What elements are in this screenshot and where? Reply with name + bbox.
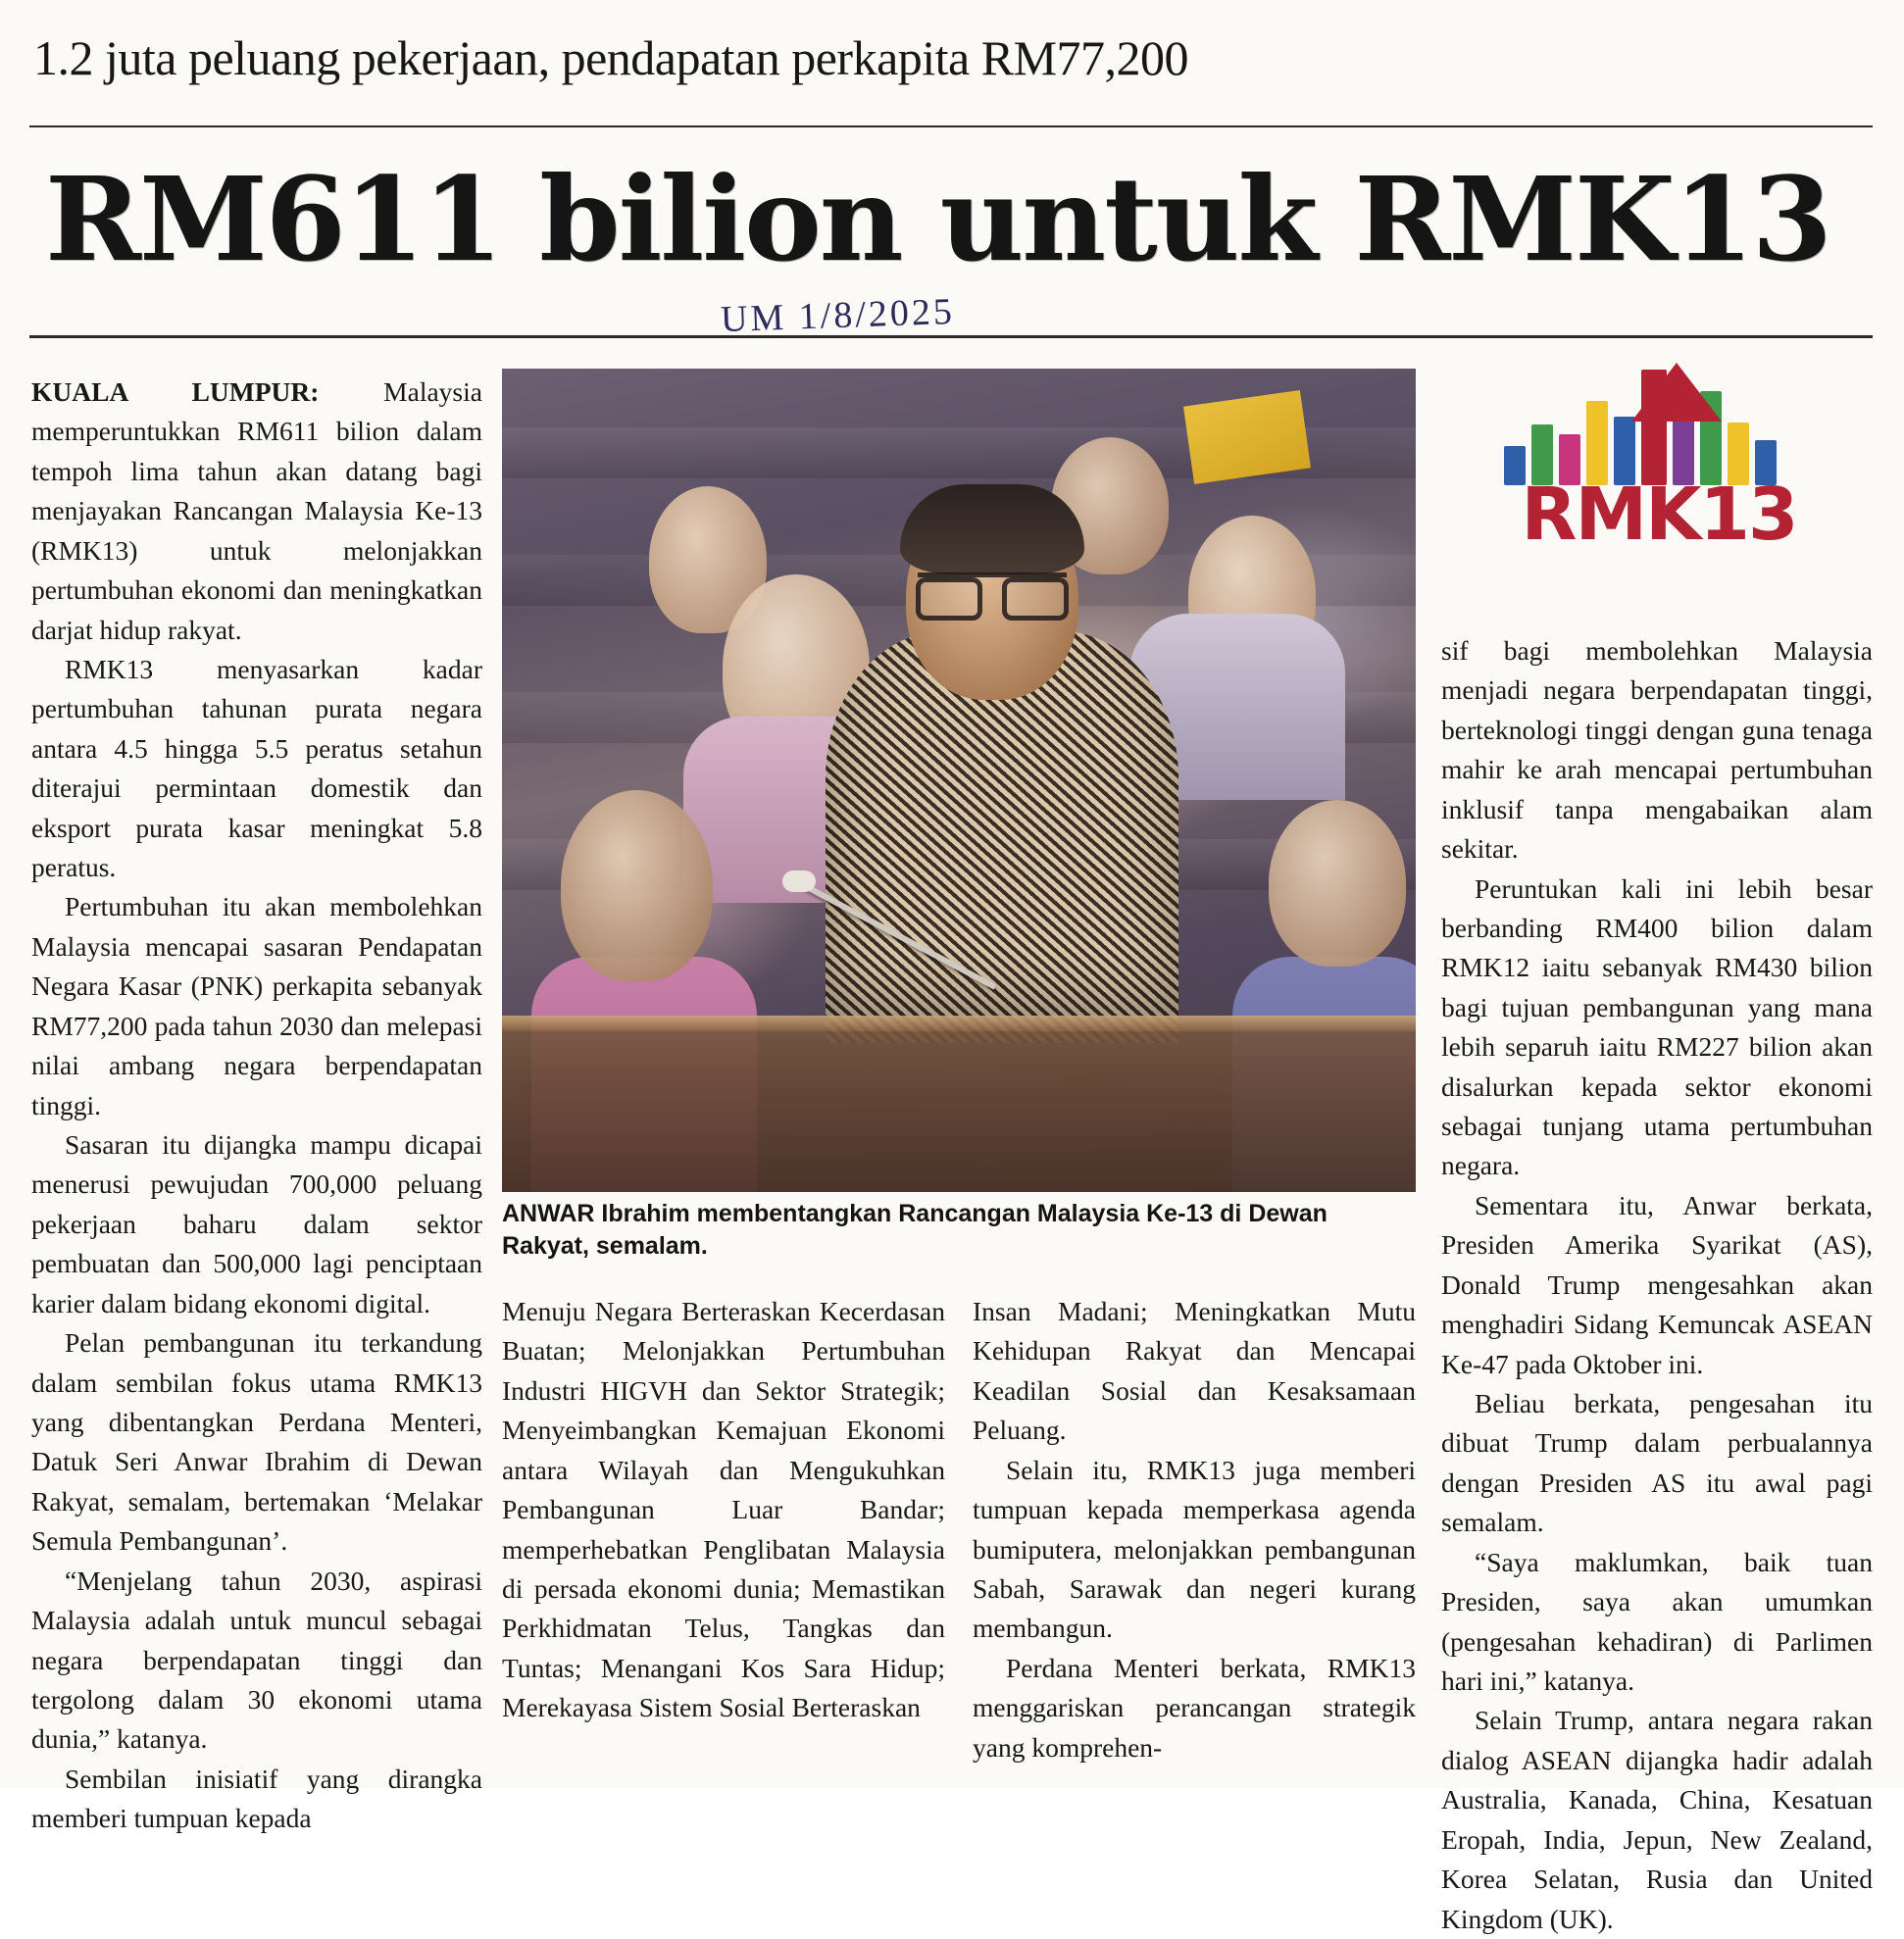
paragraph: Pelan pembangunan itu terkandung dalam sembilan fokus utama RMK13 yang dibentangkan Perdana Menteri, Datuk Seri Anwar Ibrahim di Dewan Rakyat, semalam, bertemakan ‘Melakar Semula Pembangunan’. xyxy=(31,1327,482,1557)
article-column-2a xyxy=(502,1292,945,1728)
paragraph: Selain itu, RMK13 juga memberi tumpuan kepada memperkasa agenda bumiputera, melonjakkan pembangunan Sabah, Sarawak dan negeri kurang membangun. xyxy=(973,1454,1416,1644)
dateline: KUALA LUMPUR: xyxy=(31,376,320,407)
paragraph: “Menjelang tahun 2030, aspirasi Malaysia adalah untuk muncul sebagai negara berpendapatan tinggi dan tergolong dalam 30 ekonomi utama dunia,” katanya. xyxy=(31,1565,482,1755)
photo-image xyxy=(502,369,1416,1192)
caption-text: membentangkan Rancangan Malaysia Ke-13 di Dewan Rakyat, semalam. xyxy=(502,1200,1328,1260)
paragraph: “Saya maklumkan, baik tuan Presiden, saya akan umumkan (pengesahan kehadiran) di Parlimen hari ini,” katanya. xyxy=(1441,1546,1873,1696)
kicker-headline: 1.2 juta peluang pekerjaan, pendapatan perkapita RM77,200 xyxy=(33,30,1189,85)
paragraph: Beliau berkata, pengesahan itu dibuat Trump dalam perbualannya dengan Presiden AS itu awal pagi semalam. xyxy=(1441,1388,1873,1538)
caption-lead: ANWAR Ibrahim xyxy=(502,1200,690,1227)
paragraph: Selain Trump, antara negara rakan dialog ASEAN dijangka hadir adalah Australia, Kanada, China, Kesatuan Eropah, India, Jepun, New Zealand, Korea Selatan, Rusia dan United Kingdom (UK). xyxy=(1441,1705,1873,1934)
divider-bottom xyxy=(29,335,1873,338)
article-column-1 xyxy=(31,373,482,1839)
paragraph: Peruntukan kali ini lebih besar berbanding RM400 bilion dalam RMK12 iaitu sebanyak RM430 bilion bagi tujuan pembangunan yang mana lebih separuh iaitu RM227 bilion akan disalurkan kepada sektor ekonomi sebagai tunjang utama pertumbuhan negara. xyxy=(1441,872,1873,1181)
paragraph: Sembilan inisiatif yang dirangka memberi tumpuan kepada xyxy=(31,1763,482,1834)
main-headline: RM611 bilion untuk RMK13 xyxy=(45,151,1830,287)
rmk13-logo-text: RMK13 xyxy=(1521,472,1797,557)
paragraph: Sementara itu, Anwar berkata, Presiden Amerika Syarikat (AS), Donald Trump mengesahkan akan menghadiri Sidang Kemuncak ASEAN Ke-47 pada Oktober ini. xyxy=(1441,1189,1873,1379)
paragraph: Sasaran itu dijangka mampu dicapai menerusi pewujudan 700,000 peluang pekerjaan baharu dalam sektor pembuatan dan 500,000 lagi penciptaan karier dalam bidang ekonomi digital. xyxy=(31,1129,482,1318)
handwritten-annotation: UM 1/8/2025 xyxy=(720,290,956,341)
rmk13-logo xyxy=(1463,363,1855,588)
rmk13-logo-mark xyxy=(1484,363,1818,485)
divider-top xyxy=(29,125,1873,127)
photo-caption xyxy=(502,1198,1416,1262)
paragraph-lede xyxy=(31,373,482,650)
paragraph: sif bagi membolehkan Malaysia menjadi negara berpendapatan tinggi, berteknologi tinggi dengan guna tenaga mahir ke arah mencapai pertumbuhan inklusif tanpa mengabaikan alam sekitar. xyxy=(1441,635,1873,865)
paragraph: RMK13 menyasarkan kadar pertumbuhan tahunan purata negara antara 4.5 hingga 5.5 peratus setahun diterajui permintaan domestik dan eksport purata kasar meningkat 5.8 peratus. xyxy=(31,653,482,883)
paragraph-text: Malaysia memperuntukkan RM611 bilion dalam tempoh lima tahun akan datang bagi menjayakan Rancangan Malaysia Ke-13 (RMK13) untuk melonjakkan pertumbuhan ekonomi dan meningkatkan darjat hidup rakyat. xyxy=(31,376,482,645)
article-column-2b xyxy=(973,1292,1416,1767)
article-column-3 xyxy=(1441,631,1873,1939)
paragraph: Pertumbuhan itu akan membolehkan Malaysia mencapai sasaran Pendapatan Negara Kasar (PNK) perkapita sebanyak RM77,200 pada tahun 2030 dan melepasi nilai ambang negara berpendapatan tinggi. xyxy=(31,891,482,1120)
paragraph: Insan Madani; Meningkatkan Mutu Kehidupan Rakyat dan Mencapai Keadilan Sosial dan Kesaksamaan Peluang. xyxy=(973,1296,1416,1446)
paragraph: Menuju Negara Berteraskan Kecerdasan Buatan; Melonjakkan Pertumbuhan Industri HIGVH dan Sektor Strategik; Menyeimbangkan Kemajuan Ekonomi antara Wilayah dan Mengukuhkan Pembangunan Luar Bandar; memperhebatkan Penglibatan Malaysia di persada ekonomi dunia; Memastikan Perkhidmatan Telus, Tangkas dan Tuntas; Menangani Kos Sara Hidup; Merekayasa Sistem Sosial Berteraskan xyxy=(502,1296,945,1723)
paragraph: Perdana Menteri berkata, RMK13 menggariskan perancangan strategik yang komprehen- xyxy=(973,1652,1416,1763)
article-photo xyxy=(502,369,1416,1192)
